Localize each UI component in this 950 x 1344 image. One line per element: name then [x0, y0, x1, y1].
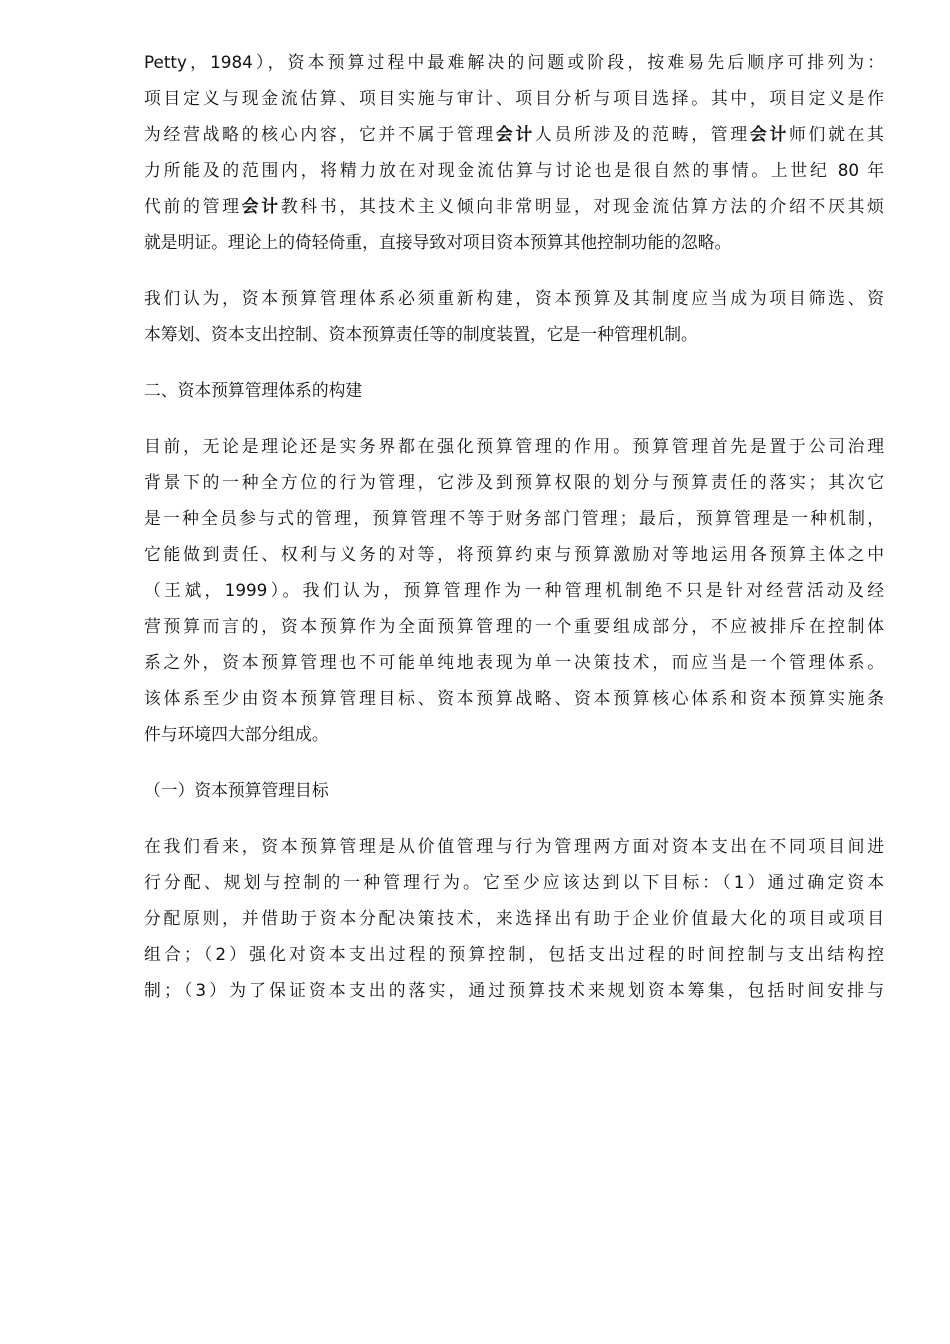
text-line: Petty，1984），资本预算过程中最难解决的问题或阶段，按难易先后顺序可排列为： — [144, 52, 884, 72]
text-line: 目前，无论是理论还是实务界都在强化预算管理的作用。预算管理首先是置于公司治理 — [144, 436, 884, 456]
text-line: 件与环境四大部分组成。 — [144, 724, 329, 744]
keyword-highlight: 会计 — [749, 124, 789, 144]
text-run: 代前的管理 — [144, 196, 242, 216]
text-line: 在我们看来，资本预算管理是从价值管理与行为管理两方面对资本支出在不同项目间进 — [144, 836, 884, 856]
section-heading: 二、资本预算管理体系的构建 — [144, 380, 363, 400]
text-line: 该体系至少由资本预算管理目标、资本预算战略、资本预算核心体系和资本预算实施条 — [144, 688, 884, 708]
text-line: 就是明证。理论上的倚轻倚重，直接导致对项目资本预算其他控制功能的忽略。 — [144, 232, 732, 252]
text-line: 营预算而言的，资本预算作为全面预算管理的一个重要组成部分，不应被排斥在控制体 — [144, 616, 884, 636]
text-line: 组合；（2）强化对资本支出过程的预算控制，包括支出过程的时间控制与支出结构控 — [144, 944, 884, 964]
paragraph-capital-budget-problems — [144, 44, 884, 260]
text-line: 本筹划、资本支出控制、资本预算责任等的制度装置，它是一种管理机制。 — [144, 324, 698, 344]
text-line: 系之外，资本预算管理也不可能单纯地表现为单一决策技术，而应当是一个管理体系。 — [144, 652, 884, 672]
text-run: 人员所涉及的范畴，管理 — [534, 124, 750, 144]
text-line: （王斌，1999）。我们认为，预算管理作为一种管理机制绝不只是针对经营活动及经 — [144, 580, 884, 600]
text-line: 分配原则，并借助于资本分配决策技术，来选择出有助于企业价值最大化的项目或项目 — [144, 908, 884, 928]
text-line: 它能做到责任、权利与义务的对等，将预算约束与预算激励对等地运用各预算主体之中 — [144, 544, 884, 564]
paragraph-our-view — [144, 280, 884, 352]
text-run: 教科书，其技术主义倾向非常明显，对现金流估算方法的介绍不厌其烦 — [280, 196, 884, 216]
text-line: 项目定义与现金流估算、项目实施与审计、项目分析与项目选择。其中，项目定义是作 — [144, 88, 884, 108]
text-line: 是一种全员参与式的管理，预算管理不等于财务部门管理；最后，预算管理是一种机制， — [144, 508, 884, 528]
text-line: 背景下的一种全方位的行为管理，它涉及到预算权限的划分与预算责任的落实；其次它 — [144, 472, 884, 492]
paragraph-management-goals — [144, 828, 884, 1008]
text-line: 制；（3）为了保证资本支出的落实，通过预算技术来规划资本筹集，包括时间安排与 — [144, 980, 884, 1000]
section-heading-2 — [144, 372, 884, 408]
text-line: 行分配、规划与控制的一种管理行为。它至少应该达到以下目标：（1）通过确定资本 — [144, 872, 884, 892]
text-line: 力所能及的范围内，将精力放在对现金流估算与讨论也是很自然的事情。上世纪 80 年 — [144, 160, 884, 180]
keyword-highlight: 会计 — [495, 124, 535, 144]
text-line — [144, 116, 884, 152]
paragraph-budget-management — [144, 428, 884, 752]
text-run: 为经营战略的核心内容，它并不属于管理 — [144, 124, 496, 144]
subsection-heading-1 — [144, 772, 884, 808]
text-line — [144, 188, 884, 224]
text-line: 我们认为，资本预算管理体系必须重新构建，资本预算及其制度应当成为项目筛选、资 — [144, 288, 884, 308]
text-run: 师们就在其 — [789, 124, 884, 144]
keyword-highlight: 会计 — [241, 196, 281, 216]
document-page — [144, 44, 884, 1028]
subsection-heading: （一）资本预算管理目标 — [144, 780, 329, 800]
